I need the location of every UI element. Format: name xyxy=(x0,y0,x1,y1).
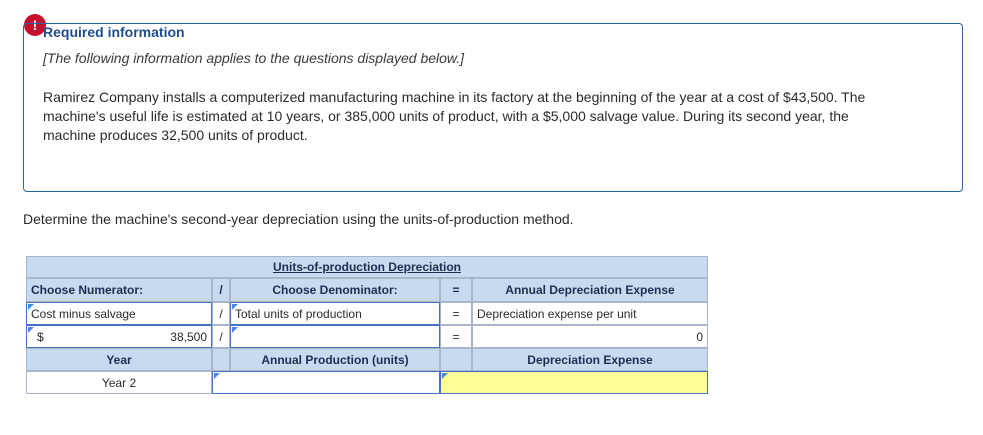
alert-icon: ! xyxy=(24,14,46,36)
equals-header: = xyxy=(440,278,472,302)
depreciation-expense-header: Depreciation Expense xyxy=(472,348,708,371)
divide-header: / xyxy=(212,278,230,302)
table-title: Units-of-production Depreciation xyxy=(273,260,461,274)
year-value: Year 2 xyxy=(26,371,212,394)
year-header: Year xyxy=(26,348,212,371)
denominator-value-input[interactable] xyxy=(230,325,440,348)
numerator-select[interactable]: Cost minus salvage xyxy=(26,302,212,325)
spacer-header-2 xyxy=(440,348,472,371)
table-title-row xyxy=(26,256,708,278)
question-text: Determine the machine's second-year depreciation using the units-of-production method. xyxy=(23,211,574,227)
required-info-title: Required information xyxy=(43,24,185,40)
equals-sign-2: = xyxy=(440,325,472,348)
result-header: Annual Depreciation Expense xyxy=(472,278,708,302)
denominator-header: Choose Denominator: xyxy=(230,278,440,302)
required-info-note: [The following information applies to the questions displayed below.] xyxy=(43,50,465,66)
numerator-value-input[interactable] xyxy=(26,325,212,348)
depreciation-expense-input[interactable] xyxy=(440,371,708,394)
divide-sign-2: / xyxy=(212,325,230,348)
result-label: Depreciation expense per unit xyxy=(472,302,708,325)
annual-production-input[interactable] xyxy=(212,371,440,394)
depreciation-per-unit-value: 0 xyxy=(472,325,708,348)
equals-sign: = xyxy=(440,302,472,325)
currency-sign: $ xyxy=(37,329,44,344)
annual-production-header: Annual Production (units) xyxy=(230,348,440,371)
problem-statement: Ramirez Company installs a computerized manufacturing machine in its factory at the beginning of the year at a cost of $43,500. The machine's useful life is estimated at 10 years, or 385,000 units of product, with a $5,000 salvage value. During its second year, the machine produces 32,500 units of product. xyxy=(43,89,866,143)
spacer-header xyxy=(212,348,230,371)
divide-sign: / xyxy=(212,302,230,325)
numerator-value: 38,500 xyxy=(170,329,207,344)
denominator-select[interactable]: Total units of production xyxy=(230,302,440,325)
numerator-header: Choose Numerator: xyxy=(26,278,212,302)
